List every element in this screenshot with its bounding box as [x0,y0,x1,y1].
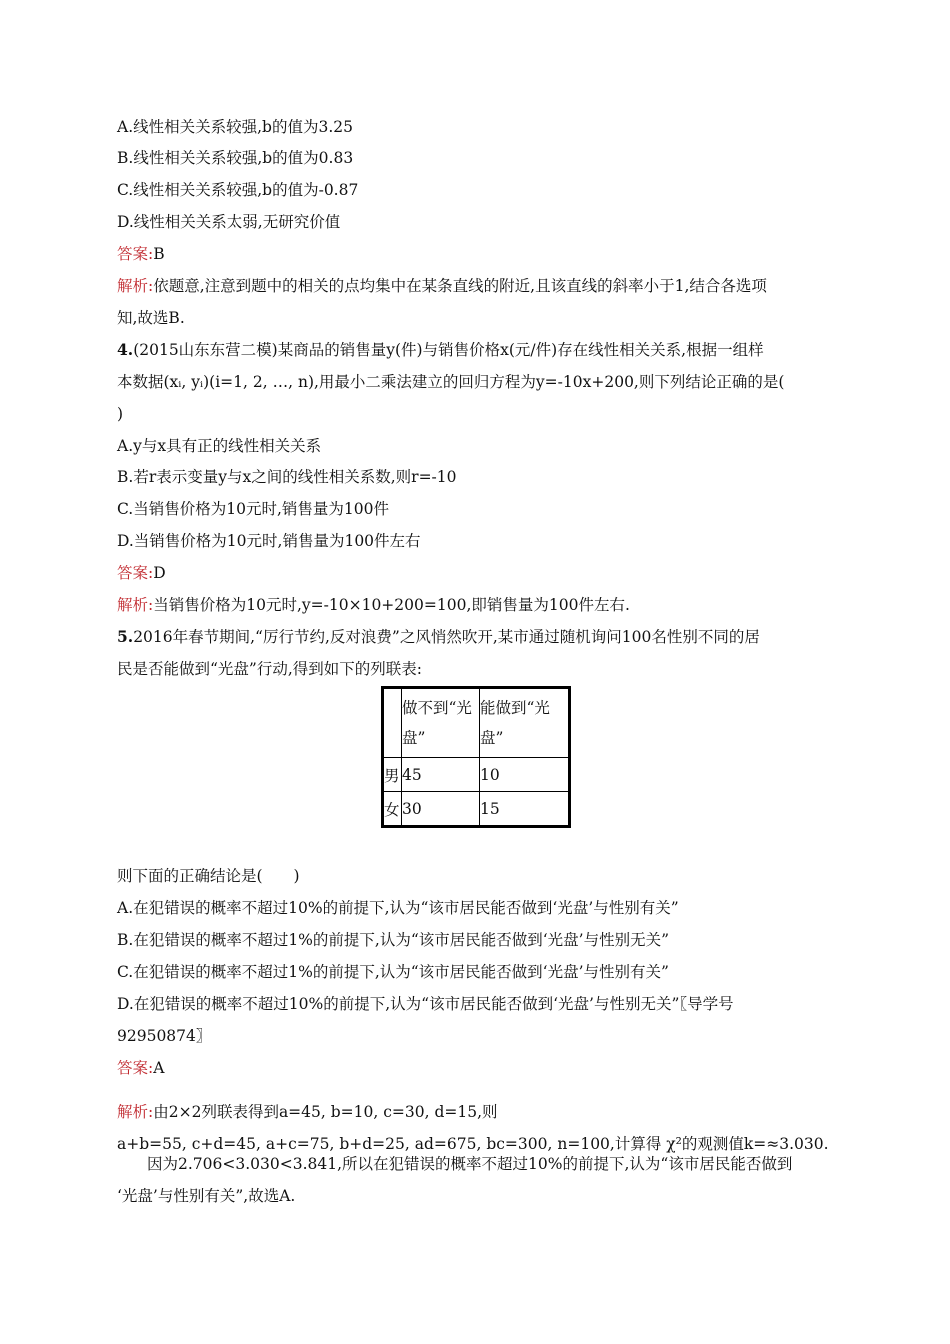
analysis-label: 解析: [117,596,154,614]
q3-option-b: B.线性相关关系较强,b的值为0.83 [117,149,354,167]
table-row [383,792,570,827]
q4-stem-line2: 本数据(xᵢ, yᵢ)(i=1, 2, …, n),用最小二乘法建立的回归方程为y=-10x+200,则下列结论正确的是( [117,373,785,391]
q5-option-c: C.在犯错误的概率不超过1%的前提下,认为“该市居民能否做到‘光盘’与性别有关” [117,963,669,981]
q5-analysis-line1 [117,1102,498,1122]
answer-label: 答案: [117,1059,154,1077]
table-cell: 男 [383,758,402,792]
q4-stem-line1 [117,340,764,360]
analysis-label: 解析: [117,277,154,295]
q4-option-d: D.当销售价格为10元时,销售量为100件左右 [117,532,421,550]
q5-option-d-line2: 92950874〗 [117,1027,212,1045]
q5-option-a: A.在犯错误的概率不超过10%的前提下,认为“该市居民能否做到‘光盘’与性别有关” [117,899,679,917]
table-cell: 30 [402,792,480,827]
table-cell: 女 [383,792,402,827]
q3-analysis-line1 [117,276,767,296]
q5-stem-text: 2016年春节期间,“厉行节约,反对浪费”之风悄然吹开,某市通过随机询问100名性别不同的居 [133,628,760,646]
analysis-text: 依题意,注意到题中的相关的点均集中在某条直线的附近,且该直线的斜率小于1,结合各选项 [153,277,767,295]
table-cell: 45 [402,758,480,792]
q4-option-a: A.y与x具有正的线性相关关系 [117,437,322,455]
q4-answer [117,563,166,583]
q3-option-d: D.线性相关关系太弱,无研究价值 [117,213,341,231]
answer-value: D [153,564,166,582]
contingency-table [381,686,571,828]
q5-option-b: B.在犯错误的概率不超过1%的前提下,认为“该市居民能否做到‘光盘’与性别无关” [117,931,670,949]
table-header-row [383,688,570,758]
q5-analysis-line4: ‘光盘’与性别有关”,故选A. [117,1187,296,1205]
q5-answer [117,1058,164,1078]
q5-question: 则下面的正确结论是( ) [117,867,300,885]
answer-value: B [153,245,165,263]
q5-stem-line1 [117,627,760,647]
table-header-cell [383,688,402,758]
table-row [383,758,570,792]
answer-label: 答案: [117,245,154,263]
table-header-cell: 做不到“光盘” [402,688,480,758]
q4-analysis [117,595,630,615]
q4-stem-text: (2015山东东营二模)某商品的销售量y(件)与销售价格x(元/件)存在线性相关关系,根据一组样 [133,341,764,359]
q4-number: 4. [117,340,134,359]
table-cell: 10 [480,758,570,792]
q3-option-a: A.线性相关关系较强,b的值为3.25 [117,118,353,136]
q5-analysis-line2: a+b=55, c+d=45, a+c=75, b+d=25, ad=675, bc=300, n=100,计算得 χ²的观测值k=≈3.030. [117,1135,829,1153]
analysis-label: 解析: [117,1103,154,1121]
analysis-text: 由2×2列联表得到a=45, b=10, c=30, d=15,则 [153,1103,498,1121]
q4-option-b: B.若r表示变量y与x之间的线性相关系数,则r=-10 [117,468,457,486]
q3-analysis-line2: 知,故选B. [117,309,185,327]
answer-value: A [153,1059,165,1077]
table-header-cell: 能做到“光盘” [480,688,570,758]
q5-stem-line2: 民是否能做到“光盘”行动,得到如下的列联表: [117,660,422,678]
answer-label: 答案: [117,564,154,582]
q5-number: 5. [117,627,134,646]
q5-option-d-line1: D.在犯错误的概率不超过10%的前提下,认为“该市居民能否做到‘光盘’与性别无关”〖导学号 [117,995,734,1013]
table-cell: 15 [480,792,570,827]
q3-answer [117,244,165,264]
q3-option-c: C.线性相关关系较强,b的值为-0.87 [117,181,359,199]
q4-stem-line3: ) [117,405,124,423]
analysis-text: 当销售价格为10元时,y=-10×10+200=100,即销售量为100件左右. [153,596,630,614]
q5-analysis-line3: 因为2.706<3.030<3.841,所以在犯错误的概率不超过10%的前提下,认为“该市居民能否做到 [147,1155,793,1173]
q4-option-c: C.当销售价格为10元时,销售量为100件 [117,500,389,518]
